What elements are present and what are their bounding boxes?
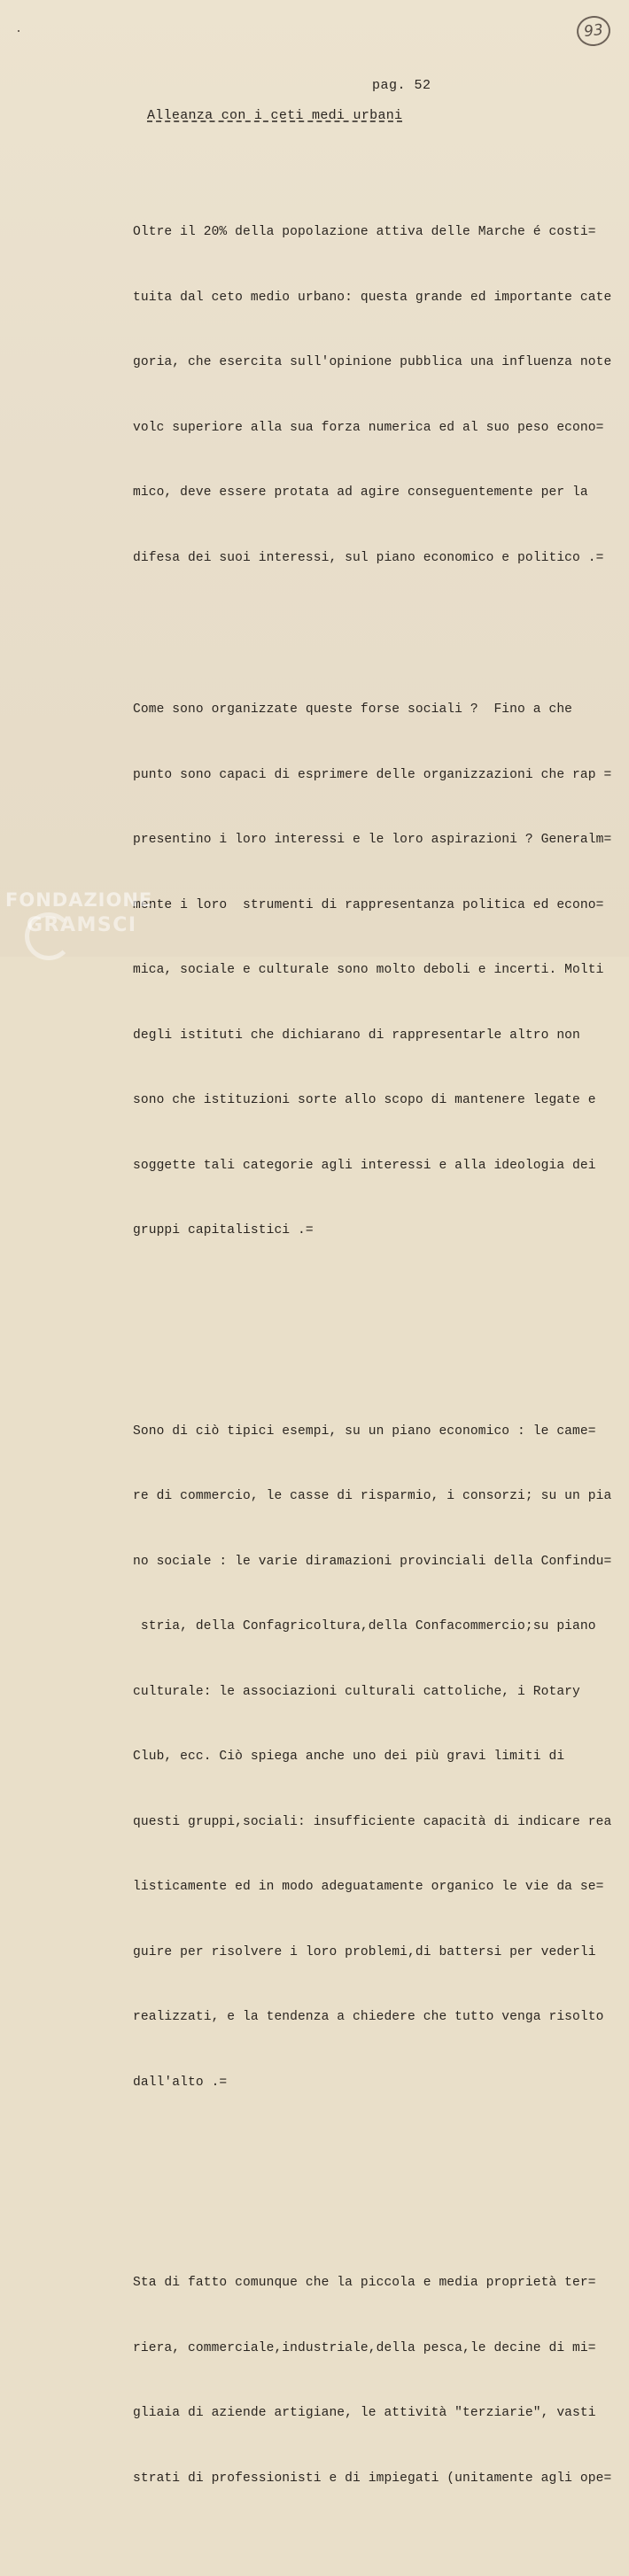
text-line: gruppi capitalistici .=: [133, 1223, 314, 1238]
text-line: guire per risolvere i loro problemi,di battersi per vederli: [133, 1944, 596, 1959]
text-line: sono che istituzioni sorte allo scopo di mantenere legate e: [133, 1093, 596, 1107]
text-line: Sta di fatto comunque che la piccola e media proprietà ter=: [133, 2276, 596, 2290]
text-line: strati di professionisti e di impiegati (unitamente agli ope=: [133, 2471, 612, 2486]
text-line: questi gruppi,sociali: insufficiente capacità di indicare rea: [133, 1814, 612, 1829]
body-text: [133, 135, 612, 2576]
paragraph-gap: [133, 1329, 594, 1334]
paper-speck: [18, 30, 19, 32]
text-line: mica, sociale e culturale sono molto deboli e incerti. Molti: [133, 963, 604, 977]
text-line: culturale: le associazioni culturali cattoliche, i Rotary: [133, 1684, 580, 1699]
text-line: degli istituti che dichiarano di rappresentarle altro non: [133, 1028, 580, 1043]
page-number: pag. 52: [372, 78, 431, 93]
text-line: mico, deve essere protata ad agire conseguentemente per la: [133, 485, 588, 500]
text-line: soggette tali categorie agli interessi e alla ideologia dei: [133, 1158, 596, 1173]
text-line: re di commercio, le casse di risparmio, i consorzi; su un pia: [133, 1489, 612, 1503]
section-heading: Alleanza con i ceti medi urbani: [147, 108, 403, 123]
text-line: Club, ecc. Ciò spiega anche uno dei più gravi limiti di: [133, 1750, 565, 1764]
text-line: listicamente ed in modo adeguatamente organico le vie da se=: [133, 1880, 604, 1894]
watermark-line2: GRAMSCI: [27, 914, 137, 936]
text-line: mente i loro strumenti di rappresentanza politica ed econo=: [133, 897, 604, 912]
text-line: riera, commerciale,industriale,della pesca,le decine di mi=: [133, 2340, 596, 2355]
paragraph: [133, 178, 612, 612]
text-line: presentino i loro interessi e le loro aspirazioni ? Generalm=: [133, 833, 612, 847]
text-line: gliaia di aziende artigiane, le attività "terziarie", vasti: [133, 2406, 596, 2420]
text-line: stria, della Confagricoltura,della Confacommercio;su piano: [133, 1619, 596, 1633]
text-line: volc superiore alla sua forza numerica ed al suo peso econo=: [133, 420, 604, 435]
text-line: tuita dal ceto medio urbano: questa grande ed importante cate: [133, 290, 612, 305]
watermark-line1: FONDAZIONE: [5, 889, 153, 911]
text-line: goria, che esercita sull'opinione pubblica una influenza note: [133, 355, 612, 369]
paragraph: [133, 2229, 612, 2533]
archive-page-number: 93: [583, 20, 604, 42]
text-line: no sociale : le varie diramazioni provinciali della Confindu=: [133, 1554, 612, 1569]
paragraph: [133, 656, 612, 1285]
text-line: difesa dei suoi interessi, sul piano economico e politico .=: [133, 550, 604, 565]
text-line: dall'alto .=: [133, 2075, 228, 2090]
text-line: Come sono organizzate queste forse sociali ? Fino a che: [133, 702, 573, 717]
paragraph: [133, 1377, 612, 2138]
archive-page-stamp: [575, 14, 611, 48]
paragraph-gap: [133, 2180, 594, 2185]
text-line: punto sono capaci di esprimere delle organizzazioni che rap =: [133, 767, 612, 782]
text-line: realizzati, e la tendenza a chiedere che tutto venga risolto: [133, 2010, 604, 2024]
text-line: Oltre il 20% della popolazione attiva delle Marche é costi=: [133, 225, 596, 239]
text-line: Sono di ciò tipici esempi, su un piano economico : le came=: [133, 1424, 596, 1439]
